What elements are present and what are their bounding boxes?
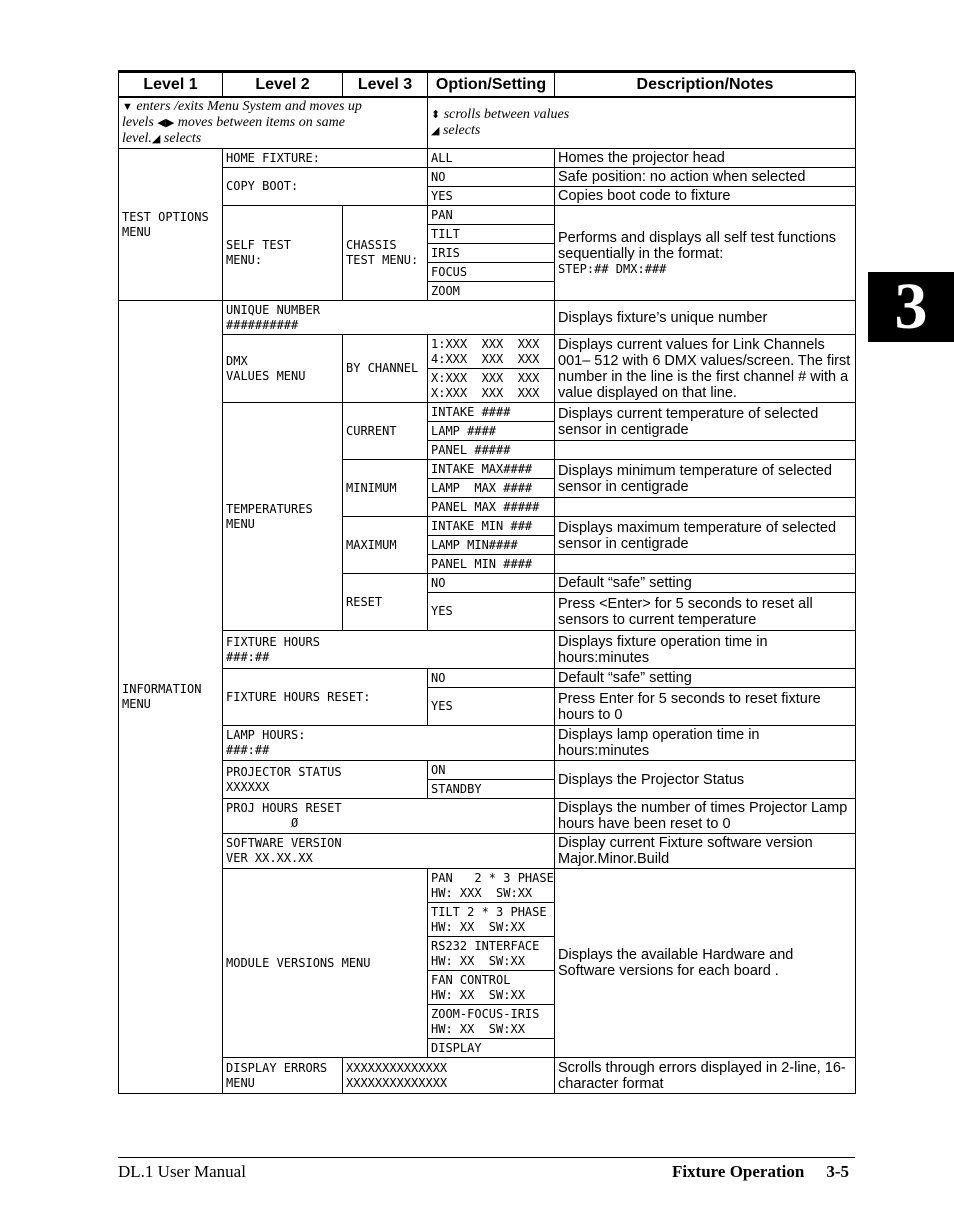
header-level-3: Level 3 bbox=[343, 73, 428, 98]
table-row: RESET NO Default “safe” setting bbox=[119, 574, 856, 593]
proj-hours-reset: PROJ HOURS RESET Ø bbox=[223, 799, 555, 834]
fixture-hours: FIXTURE HOURS ###:## bbox=[223, 631, 555, 669]
table-row: FIXTURE HOURS RESET: NO Default “safe” setting bbox=[119, 669, 856, 688]
footer-section bbox=[672, 1162, 849, 1182]
dmx-values-menu: DMX VALUES MENU bbox=[223, 335, 343, 403]
table-row: DISPLAY bbox=[119, 1039, 856, 1058]
table-row: RS232 INTERFACE HW: XX SW:XX bbox=[119, 937, 856, 971]
header-level-2: Level 2 bbox=[223, 73, 343, 98]
information-menu: INFORMATION MENU bbox=[119, 301, 223, 1094]
temp-reset: RESET bbox=[343, 574, 428, 631]
table-row: LAMP HOURS: ###:## Displays lamp operation time in hours:minutes bbox=[119, 726, 856, 761]
footer-rule bbox=[118, 1157, 855, 1158]
table-row: MAXIMUM INTAKE MIN ### Displays maximum temperature of selected sensor in centigrade bbox=[119, 517, 856, 536]
temp-minimum: MINIMUM bbox=[343, 460, 428, 517]
table-row: FIXTURE HOURS ###:## Displays fixture operation time in hours:minutes bbox=[119, 631, 856, 669]
table-row: SELF TEST MENU: CHASSIS TEST MENU: PAN Performs and displays all self test functions sequentially in the format: STEP:## DMX:### bbox=[119, 206, 856, 225]
table-row: COPY BOOT: NO Safe position: no action when selected bbox=[119, 168, 856, 187]
header-row bbox=[119, 73, 856, 98]
enter-icon: ◢ bbox=[151, 133, 161, 145]
temperatures-menu: TEMPERATURES MENU bbox=[223, 403, 343, 631]
software-version: SOFTWARE VERSION VER XX.XX.XX bbox=[223, 834, 555, 869]
self-test-menu: SELF TEST MENU: bbox=[223, 206, 343, 301]
table-row: LAMP MAX #### bbox=[119, 479, 856, 498]
table-row: PROJ HOURS RESET Ø Displays the number of times Projector Lamp hours have been reset to 0 bbox=[119, 799, 856, 834]
table-row: YES Copies boot code to fixture bbox=[119, 187, 856, 206]
table-row: LAMP #### bbox=[119, 422, 856, 441]
left-right-arrows-icon: ◀▶ bbox=[157, 117, 175, 129]
lamp-hours: LAMP HOURS: ###:## bbox=[223, 726, 555, 761]
footer-section-name: Fixture Operation bbox=[671, 1162, 805, 1181]
table-row: IRIS bbox=[119, 244, 856, 263]
down-arrow-icon: ▼ bbox=[122, 101, 133, 113]
table-row: INFORMATION MENU UNIQUE NUMBER ########## Displays fixture’s unique number bbox=[119, 301, 856, 335]
unique-number: UNIQUE NUMBER ########## bbox=[223, 301, 555, 335]
table-row: PANEL MAX ##### bbox=[119, 498, 856, 517]
table-row: TEST OPTIONS MENU HOME FIXTURE: ALL Homes the projector head bbox=[119, 149, 856, 168]
temp-current: CURRENT bbox=[343, 403, 428, 460]
header-option-setting: Option/Setting bbox=[428, 73, 555, 98]
table-row: SOFTWARE VERSION VER XX.XX.XX Display current Fixture software version Major.Minor.Build bbox=[119, 834, 856, 869]
self-test-description: Performs and displays all self test functions sequentially in the format: STEP:## DMX:### bbox=[555, 206, 856, 301]
display-errors-menu: DISPLAY ERRORS MENU bbox=[223, 1058, 343, 1094]
projector-status: PROJECTOR STATUS XXXXXX bbox=[223, 761, 428, 799]
test-options-menu: TEST OPTIONS MENU bbox=[119, 149, 223, 301]
table-row: LAMP MIN#### bbox=[119, 536, 856, 555]
up-down-arrows-icon: ⬍ bbox=[431, 109, 441, 121]
table-row: FOCUS bbox=[119, 263, 856, 282]
copy-boot: COPY BOOT: bbox=[223, 168, 428, 206]
table-row: MODULE VERSIONS MENU PAN 2 * 3 PHASE HW: XXX SW:XX Displays the available Hardware and Software versions for each board . bbox=[119, 869, 856, 903]
footer-page-number: 3-5 bbox=[826, 1162, 849, 1181]
table-row: STANDBY bbox=[119, 780, 856, 799]
table-row: PROJECTOR STATUS XXXXXX ON Displays the Projector Status bbox=[119, 761, 856, 780]
table-row: X:XXX XXX XXX X:XXX XXX XXX bbox=[119, 369, 856, 403]
chapter-tab: 3 bbox=[868, 272, 954, 342]
fixture-hours-reset: FIXTURE HOURS RESET: bbox=[223, 669, 428, 726]
table-row: FAN CONTROL HW: XX SW:XX bbox=[119, 971, 856, 1005]
table-row: TILT bbox=[119, 225, 856, 244]
table-row: ZOOM bbox=[119, 282, 856, 301]
table-row: TILT 2 * 3 PHASE HW: XX SW:XX bbox=[119, 903, 856, 937]
temp-maximum: MAXIMUM bbox=[343, 517, 428, 574]
module-versions-menu: MODULE VERSIONS MENU bbox=[223, 869, 428, 1058]
table-row: MINIMUM INTAKE MAX#### Displays minimum temperature of selected sensor in centigrade bbox=[119, 460, 856, 479]
table-row: ZOOM-FOCUS-IRIS HW: XX SW:XX bbox=[119, 1005, 856, 1039]
table-row: PANEL ##### bbox=[119, 441, 856, 460]
home-fixture: HOME FIXTURE: bbox=[223, 149, 428, 168]
enter-icon: ◢ bbox=[431, 125, 440, 137]
navigation-keys-note: ▼ enters /exits Menu System and moves up levels ◀▶ moves between items on same level.◢ selects bbox=[119, 97, 428, 149]
table-row: PANEL MIN #### bbox=[119, 555, 856, 574]
intro-row bbox=[119, 97, 856, 149]
scroll-keys-note: ⬍ scrolls between values ◢ selects bbox=[428, 97, 856, 149]
table-row: DISPLAY ERRORS MENU XXXXXXXXXXXXXX XXXXXXXXXXXXXX Scrolls through errors displayed in 2-line, 16-character format bbox=[119, 1058, 856, 1094]
by-channel: BY CHANNEL bbox=[343, 335, 428, 403]
header-level-1: Level 1 bbox=[119, 73, 223, 98]
menu-table bbox=[118, 72, 856, 1094]
table-row: YES Press <Enter> for 5 seconds to reset all sensors to current temperature bbox=[119, 593, 856, 631]
chassis-test-menu: CHASSIS TEST MENU: bbox=[343, 206, 428, 301]
table-row: DMX VALUES MENU BY CHANNEL 1:XXX XXX XXX 4:XXX XXX XXX Displays current values for Link Channels 001– 512 with 6 DMX values/screen. The first number in the line is the first channel # with a value displayed on that line. bbox=[119, 335, 856, 369]
table-row: TEMPERATURES MENU CURRENT INTAKE #### Displays current temperature of selected sensor in centigrade bbox=[119, 403, 856, 422]
footer-manual-title: DL.1 User Manual bbox=[118, 1162, 246, 1181]
table-row: YES Press Enter for 5 seconds to reset fixture hours to 0 bbox=[119, 688, 856, 726]
header-description: Description/Notes bbox=[555, 73, 856, 98]
